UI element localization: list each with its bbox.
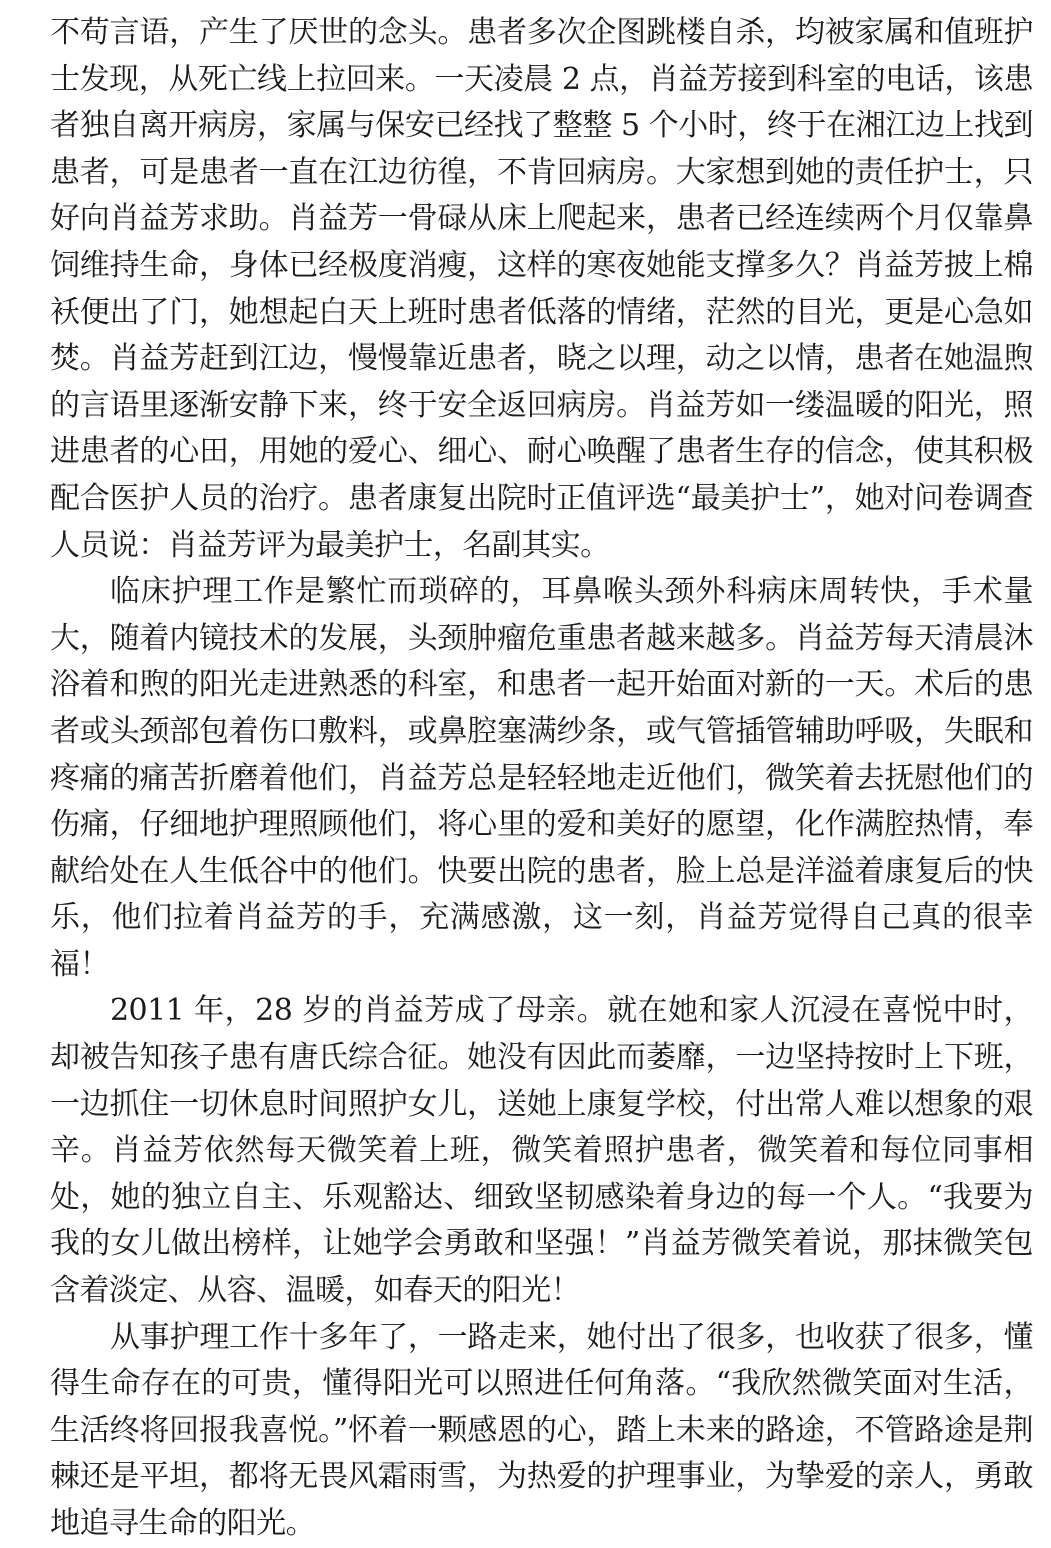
paragraph-continued: 不苟言语，产生了厌世的念头。患者多次企图跳楼自杀，均被家属和值班护士发现，从死亡线上拉回来。一天凌晨 2 点，肖益芳接到科室的电话，该患者独自离开病房，家属与保安已经找了整整 5 个小时，终于在湘江边上找到患者，可是患者一直在江边彷徨，不肯回病房。大家想到她的责任护士，只好向肖益芳求助。肖益芳一骨碌从床上爬起来，患者已经连续两个月仅靠鼻饲维持生命，身体已经极度消瘦，这样的寒夜她能支撑多久？肖益芳披上棉袄便出了门，她想起白天上班时患者低落的情绪，茫然的目光，更是心急如焚。肖益芳赶到江边，慢慢靠近患者，晓之以理，动之以情，患者在她温煦的言语里逐渐安静下来，终于安全返回病房。肖益芳如一缕温暖的阳光，照进患者的心田，用她的爱心、细心、耐心唤醒了患者生存的信念，使其积极配合医护人员的治疗。患者康复出院时正值评选“最美护士”，她对问卷调查人员说：肖益芳评为最美护士，名副其实。 xyxy=(50,15,1033,563)
paragraph: 临床护理工作是繁忙而琐碎的，耳鼻喉头颈外科病床周转快，手术量大，随着内镜技术的发展，头颈肿瘤危重患者越来越多。肖益芳每天清晨沐浴着和煦的阳光走进熟悉的科室，和患者一起开始面对新的一天。术后的患者或头颈部包着伤口敷料，或鼻腔塞满纱条，或气管插管辅助呼吸，失眠和疼痛的痛苦折磨着他们，肖益芳总是轻轻地走近他们，微笑着去抚慰他们的伤痛，仔细地护理照顾他们，将心里的爱和美好的愿望，化作满腔热情，奉献给处在人生低谷中的他们。快要出院的患者，脸上总是洋溢着康复后的快乐，他们拉着肖益芳的手，充满感激，这一刻，肖益芳觉得自己真的很幸福！ xyxy=(50,574,1033,982)
paragraph: 2011 年，28 岁的肖益芳成了母亲。就在她和家人沉浸在喜悦中时，却被告知孩子患有唐氏综合征。她没有因此而萎靡，一边坚持按时上下班，一边抓住一切休息时间照护女儿，送她上康复学校，付出常人难以想象的艰辛。肖益芳依然每天微笑着上班，微笑着照护患者，微笑着和每位同事相处，她的独立自主、乐观豁达、细致坚韧感染着身边的每一个人。“我要为我的女儿做出榜样，让她学会勇敢和坚强！”肖益芳微笑着说，那抹微笑包含着淡定、从容、温暖，如春天的阳光！ xyxy=(50,993,1033,1309)
paragraph: 从事护理工作十多年了，一路走来，她付出了很多，也收获了很多，懂得生命存在的可贵，懂得阳光可以照进任何角落。“我欣然微笑面对生活，生活终将回报我喜悦。”怀着一颗感恩的心，踏上未来的路途，不管路途是荆棘还是平坦，都将无畏风霜雨雪，为热爱的护理事业，为挚爱的亲人，勇敢地追寻生命的阳光。 xyxy=(50,1319,1033,1541)
document-page xyxy=(50,0,1033,1548)
